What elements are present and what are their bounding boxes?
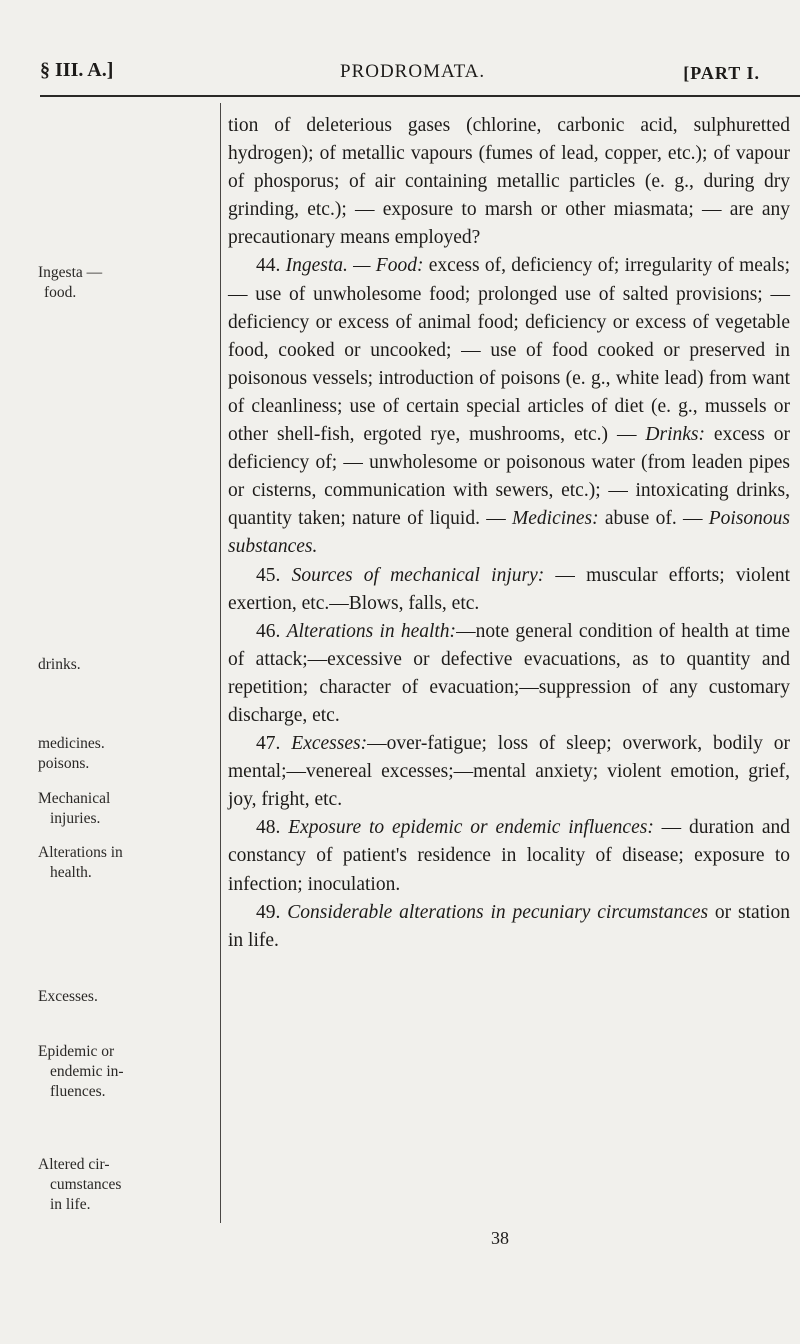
paragraph-48 bbox=[228, 814, 790, 898]
margin-note-line: injuries. bbox=[50, 810, 101, 827]
page-number: 38 bbox=[491, 1228, 509, 1248]
margin-note-line: Excesses. bbox=[38, 988, 98, 1005]
item-number: 46. bbox=[256, 620, 281, 642]
item-text: or station in life. bbox=[228, 901, 790, 951]
margin-note-line: poisons. bbox=[38, 755, 90, 772]
margin-note-mechanical bbox=[38, 789, 203, 829]
main-text bbox=[228, 112, 790, 955]
margin-note-line: fluences. bbox=[50, 1083, 106, 1100]
item-text: — duration and constancy of patient's residence in locality of disease; exposure to infection; inoculation. bbox=[228, 817, 790, 895]
margin-note-excesses bbox=[38, 987, 203, 1007]
item-heading: Considerable alterations in pecuniary circumstances bbox=[287, 901, 709, 923]
margin-note-line: medicines. bbox=[38, 735, 105, 752]
item-text: —over-fatigue; loss of sleep; overwork, bodily or mental;—venereal excesses;—mental anxiety; violent emotion, grief, joy, fright, etc. bbox=[228, 733, 791, 811]
margin-note-line: food. bbox=[44, 284, 77, 301]
item-text: — muscular efforts; violent exertion, etc.—Blows, falls, etc. bbox=[228, 564, 791, 614]
margin-note-line: Ingesta — bbox=[38, 264, 103, 281]
page-title: PRODROMATA. bbox=[340, 61, 486, 82]
paragraph-continued: tion of deleterious gases (chlorine, carbonic acid, sulphuretted hydrogen); of metallic vapours (fumes of lead, copper, etc.); of vapour of phosporus; of air containing metallic particles (e. g., during dry grinding, etc.); — exposure to marsh or other miasmata; — are any precautionary means employed? bbox=[228, 115, 790, 249]
item-number: 44. bbox=[256, 255, 281, 277]
item-number: 47. bbox=[256, 733, 281, 755]
section-reference: § III. A.] bbox=[40, 59, 114, 81]
item-subheading: Drinks: bbox=[645, 424, 705, 446]
item-text: —note general condition of health at time of attack;—excessive or defective evacuations, as to quantity and repetition; character of evacuation;—suppression of any customary discharge, etc. bbox=[228, 620, 790, 726]
item-number: 49. bbox=[256, 901, 281, 923]
paragraph-49 bbox=[228, 899, 790, 955]
margin-note-line: Altered cir- bbox=[38, 1156, 110, 1173]
paragraph-47 bbox=[228, 730, 790, 814]
item-number: 48. bbox=[256, 817, 281, 839]
item-heading: Exposure to epidemic or endemic influences: bbox=[288, 817, 654, 839]
item-text: abuse of. — bbox=[598, 508, 709, 530]
paragraph-44 bbox=[228, 252, 790, 561]
margin-note-line: Mechanical bbox=[38, 790, 111, 807]
margin-note-altered bbox=[38, 1155, 203, 1215]
item-subheading: Poisonous substances. bbox=[228, 508, 790, 558]
margin-note-line: drinks. bbox=[38, 656, 81, 673]
margin-note-line: in life. bbox=[50, 1196, 91, 1213]
margin-note-alterations bbox=[38, 843, 203, 883]
item-number: 45. bbox=[256, 564, 281, 586]
part-label: [PART I. bbox=[683, 63, 760, 83]
item-subheading: Medicines: bbox=[512, 508, 599, 530]
margin-note-drinks bbox=[38, 655, 203, 675]
item-text: excess of, deficiency of; irregularity of meals; — use of unwholesome food; prolonged use of salted provisions; — deficiency or excess of animal food; deficiency or excess of vegetable food, cooked or uncooked; — use of food cooked or preserved in poisonous vessels; introduction of poisons (e. g., white lead) from want of cleanliness; use of certain special articles of diet (e. g., mussels or other shell-fish, ergoted rye, mushrooms, etc.) — bbox=[228, 255, 790, 446]
item-heading: Excesses: bbox=[291, 733, 368, 755]
margin-note-line: Epidemic or bbox=[38, 1043, 115, 1060]
paragraph-46 bbox=[228, 618, 790, 730]
item-text: excess or deficiency of; — unwholesome or poisonous water (from leaden pipes or cisterns, communication with sewers, etc.); — intoxicating drinks, quantity taken; nature of liquid. — bbox=[228, 424, 791, 530]
margin-note-line: Alterations in bbox=[38, 844, 123, 861]
item-heading: Ingesta. — Food: bbox=[285, 255, 424, 277]
running-header bbox=[40, 55, 760, 95]
header-rule bbox=[40, 95, 800, 97]
item-heading: Alterations in health: bbox=[286, 620, 457, 642]
item-heading: Sources of mechanical injury: bbox=[291, 564, 545, 586]
margin-note-epidemic bbox=[38, 1042, 203, 1102]
margin-note-medicines bbox=[38, 734, 203, 774]
margin-note-line: health. bbox=[50, 864, 92, 881]
margin-note-ingesta bbox=[38, 263, 203, 303]
margin-note-line: cumstances bbox=[50, 1176, 122, 1193]
paragraph-45 bbox=[228, 562, 790, 618]
margin-divider bbox=[220, 103, 221, 1223]
margin-note-line: endemic in- bbox=[50, 1063, 124, 1080]
